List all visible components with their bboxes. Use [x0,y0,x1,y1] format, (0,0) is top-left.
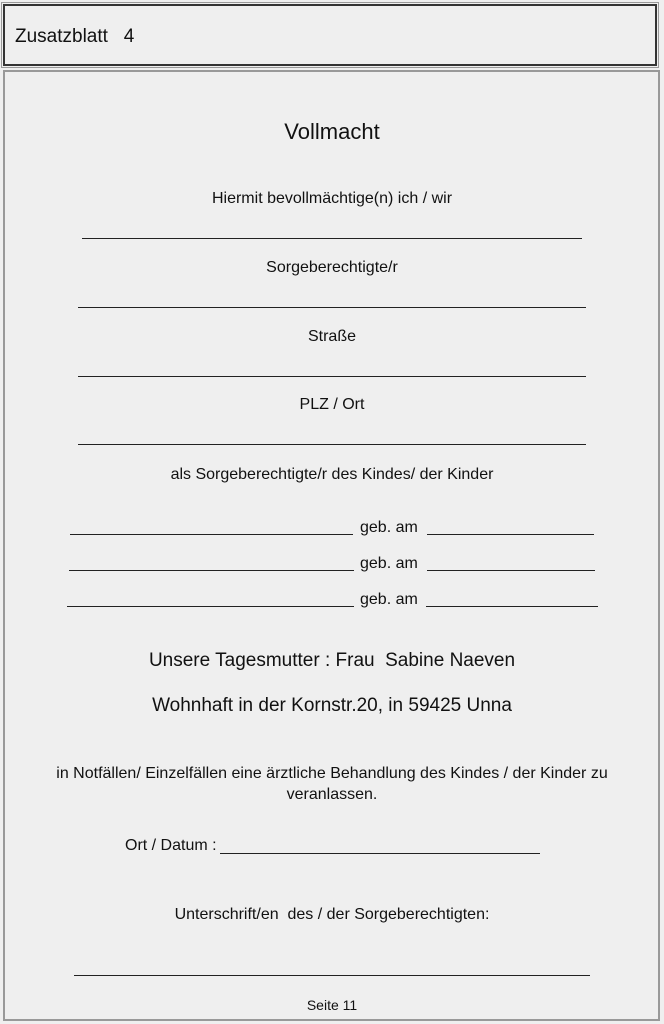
document-title: Vollmacht [284,119,380,144]
child-birth-line[interactable] [427,570,595,571]
child-birth-line[interactable] [427,534,594,535]
place-date-label: Ort / Datum : [125,837,217,854]
as-guardian-text: als Sorgeberechtigte/r des Kindes/ der Kinder [170,466,494,483]
signature-label: Unterschrift/en des / der Sorgeberechtigten: [174,906,490,923]
header-title: Zusatzblatt 4 [15,26,135,47]
child-birth-line[interactable] [426,606,598,607]
signature-line[interactable] [74,975,590,976]
purpose-line-1: in Notfällen/ Einzelfällen eine ärztliche Behandlung des Kindes / der Kinder zu [56,765,608,782]
city-label: PLZ / Ort [299,396,365,413]
child-birth-label: geb. am [360,555,418,572]
address-text: Wohnhaft in der Kornstr.20, in 59425 Unna [152,695,512,716]
guardian-label: Sorgeberechtigte/r [266,259,398,276]
page-number: Seite 11 [306,997,358,1013]
guardian-line[interactable] [78,444,586,445]
intro-text: Hiermit bevollmächtige(n) ich / wir [211,190,453,207]
child-birth-label: geb. am [360,591,418,608]
caregiver-text: Unsere Tagesmutter : Frau Sabine Naeven [148,650,516,671]
street-line[interactable] [78,307,586,308]
place-date-line[interactable] [220,853,540,854]
child-birth-label: geb. am [360,519,418,536]
name-line[interactable] [82,238,582,239]
child-name-line[interactable] [67,606,354,607]
child-name-line[interactable] [70,534,353,535]
street-label: Straße [307,328,356,345]
document-frame [3,70,660,1021]
city-line[interactable] [78,376,586,377]
header-box [3,4,657,66]
purpose-line-2: veranlassen. [286,786,378,803]
child-name-line[interactable] [69,570,354,571]
